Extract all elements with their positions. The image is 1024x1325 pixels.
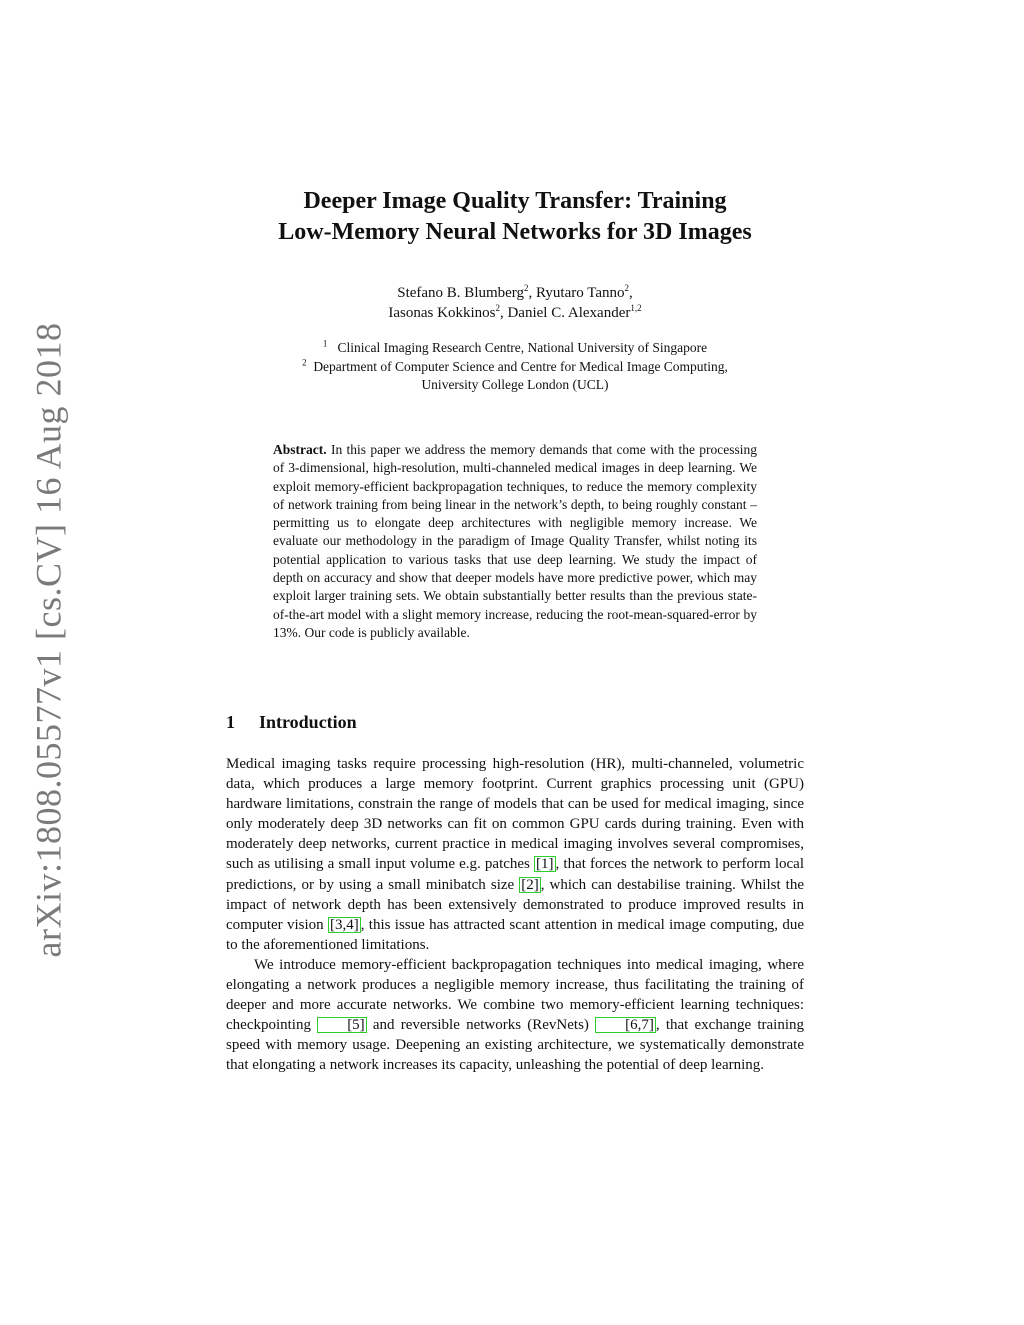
title-line-1: Deeper Image Quality Transfer: Training — [303, 188, 727, 214]
abstract-text: In this paper we address the memory demands that come with the processing of 3-dimensional, high-resolution, multi-channeled medical images in deep learning. We exploit memory-efficient backpropagation techniques, to reduce the memory complexity of network training from being linear in the network’s depth, to being roughly constant – permitting us to elongate deep architectures with negligible memory increase. We evaluate our methodology in the paradigm of Image Quality Transfer, whilst noting its potential application to various tasks that use deep learning. We study the impact of depth on accuracy and show that deeper models have more predictive power, which may exploit larger training sets. We obtain substantially better results than the previous state-of-the-art model with a slight memory increase, reducing the root-mean-squared-error by 13%. Our code is publicly available. — [273, 442, 757, 640]
title-line-2: Low-Memory Neural Networks for 3D Images — [278, 219, 752, 245]
paragraph-text: We introduce memory-efficient backpropagation techniques into medical imaging, where elongating a network produces a negligible memory increase, thus facilitating the training of deeper and more accurate networks. We combine two memory-efficient learning techniques: checkpointing — [226, 956, 804, 1034]
author-line-1: Stefano B. Blumberg$^2$, Ryutaro Tanno$^2$, — [397, 283, 633, 301]
paragraph-text: , which can destabilise training. Whilst the impact of network depth has been extensively demonstrated to produce improved results in computer vision — [226, 876, 804, 933]
author-affiliation-mark: 1,2 — [630, 303, 642, 313]
author-list — [200, 283, 830, 323]
citation-link[interactable]: [1] — [536, 856, 554, 873]
arxiv-identifier-text: arXiv:1808.05577v1 [cs.CV] 16 Aug 2018 — [28, 322, 68, 958]
author-name: Daniel C. Alexander — [507, 305, 631, 321]
citation-link[interactable]: [2] — [521, 876, 539, 893]
citation-link[interactable]: [3,4] — [329, 916, 359, 933]
paragraph-text: and reversible networks (RevNets) — [366, 1017, 596, 1034]
paragraph-1 — [226, 754, 804, 955]
affiliation-list — [200, 339, 830, 395]
author-name: Stefano B. Blumberg — [397, 285, 525, 301]
affiliation-2-continued — [200, 376, 830, 395]
arxiv-identifier — [18, 322, 78, 958]
section-heading-introduction — [226, 712, 357, 733]
citation-link[interactable]: [6,7] — [595, 1017, 656, 1033]
paragraph-text: , that exchange training speed with memory usage. Deepening an existing architecture, we systematically demonstrate that elongating a network increases its capacity, unleashing the potential of deep learning. — [226, 1017, 805, 1074]
author-affiliation-mark: 2 — [624, 283, 630, 293]
affiliation-text: University College London (UCL) — [421, 377, 609, 392]
abstract — [273, 441, 757, 642]
affiliation-text: Department of Computer Science and Centre for Medical Image Computing, — [313, 358, 728, 374]
paragraph-text: , this issue has attracted scant attention in medical image computing, due to the aforementioned limitations. — [226, 916, 804, 953]
affiliation-mark: 2 — [302, 357, 307, 367]
affiliation-text: Clinical Imaging Research Centre, National University of Singapore — [337, 340, 708, 355]
citation-link[interactable]: [5] — [317, 1017, 367, 1033]
author-name: Iasonas Kokkinos — [388, 305, 496, 321]
affiliation-2 — [200, 358, 830, 377]
paragraph-2 — [226, 955, 804, 1076]
section-number: 1 — [226, 712, 235, 732]
author-affiliation-mark: 2 — [524, 283, 529, 293]
affiliation-1 — [200, 339, 830, 358]
affiliation-mark: 1 — [322, 338, 328, 349]
paragraph-text: Medical imaging tasks require processing high-resolution (HR), multi-channeled, volumetric data, which produces a large memory footprint. Current graphics processing unit (GPU) hardware limitations, constrain the range of models that can be used for medical imaging, since only moderately deep 3D networks can fit on common GPU cards during training. Even with moderately deep networks, current practice in medical imaging involves several compromises, such as utilising a small input volume e.g. patches — [226, 756, 804, 873]
introduction-body — [226, 754, 804, 1076]
author-line-2: Iasonas Kokkinos$^2$, Daniel C. Alexander$^{1,2}$ — [388, 303, 642, 321]
author-name: Ryutaro Tanno — [536, 285, 625, 301]
author-affiliation-mark: 2 — [495, 303, 500, 313]
abstract-label: Abstract. — [273, 442, 327, 457]
section-title: Introduction — [259, 712, 357, 732]
paragraph-text: , that forces the network to perform local predictions, or by using a small minibatch size — [226, 856, 804, 893]
paper-title — [200, 186, 830, 248]
